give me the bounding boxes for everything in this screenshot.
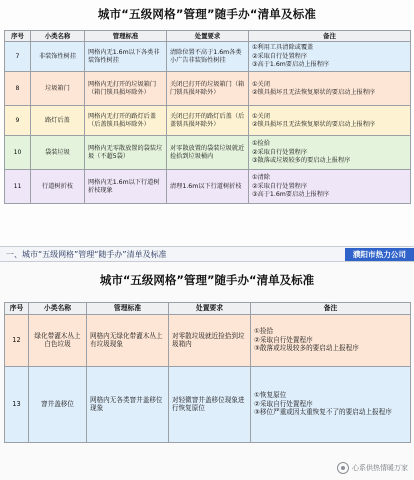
top-table xyxy=(4,30,411,204)
table-row xyxy=(5,42,411,72)
bottom-doc-title: 城市“五级网格”管理”随手办“清单及标准 xyxy=(99,273,315,287)
row-number: 10 xyxy=(5,136,31,170)
row-name: 垃圾箱门 xyxy=(31,72,85,106)
row-note: ①利用工具清除或覆盖 ②采取自行处置程序 ③高于1.6m要启动上报程序 xyxy=(249,42,411,72)
row-note: ①恢复原位 ②采取自行处置程序 ③移位严重或因太重恢复不了的要启动上报程序 xyxy=(251,366,411,442)
row-require: 清除位置不高于1.6m各类小广告非装饰性树挂 xyxy=(167,42,249,72)
section-divider xyxy=(0,246,414,262)
bottom-table-header-row xyxy=(5,303,411,315)
row-note: ①捡拾 ②采取自行处置程序 ③散落或垃圾较多的要启动上报程序 xyxy=(249,136,411,170)
row-name: 路灯后盖 xyxy=(31,106,85,136)
bottom-table-body xyxy=(5,314,411,442)
table-row xyxy=(5,366,411,442)
table-row xyxy=(5,72,411,106)
row-name: 非装饰性树挂 xyxy=(31,42,85,72)
watermark xyxy=(337,462,408,474)
header-no: 序号 xyxy=(5,303,29,315)
row-require: 关闭已打开的垃圾箱门（箱门锁具损坏除外） xyxy=(167,72,249,106)
row-number: 7 xyxy=(5,42,31,72)
row-standard: 网格内无打开的路灯后盖（后盖锁具损坏除外） xyxy=(85,106,167,136)
table-row xyxy=(5,314,411,366)
company-badge: 濮阳市热力公司 xyxy=(345,248,414,261)
header-note: 备注 xyxy=(249,31,411,42)
row-number: 11 xyxy=(5,170,31,204)
row-name: 绿化带灌木丛上白色垃圾 xyxy=(29,314,87,366)
row-require: 对零散垃圾就近捡拾到垃圾箱内 xyxy=(169,314,251,366)
header-require: 处置要求 xyxy=(169,303,251,315)
row-note: ①关闭 ②锁具损坏且无法恢复原状的要启动上报程序 xyxy=(249,72,411,106)
row-note: ①捡拾 ②采取自行处置程序 ③散落或垃圾较多的要启动上报程序 xyxy=(251,314,411,366)
row-require: 对轻微窨井盖移位现象进行恢复原位 xyxy=(169,366,251,442)
row-number: 12 xyxy=(5,314,29,366)
top-doc-title: 城市“五级网格”管理”随手办“清单及标准 xyxy=(97,7,317,21)
row-standard: 网格内无零散放置的袋装垃圾（不超5袋） xyxy=(85,136,167,170)
bottom-document xyxy=(0,262,414,480)
row-number: 9 xyxy=(5,106,31,136)
row-standard: 网格内无1.6m以下行道树折枝现象 xyxy=(85,170,167,204)
bottom-table xyxy=(4,302,411,443)
section-heading: 一、城市“五级网格”管理“随手办”清单及标准 xyxy=(6,250,167,259)
table-row xyxy=(5,136,411,170)
row-standard: 网格内无1.6m以下各类非装饰性树挂 xyxy=(85,42,167,72)
top-table-body xyxy=(5,42,411,204)
header-require: 处置要求 xyxy=(167,31,249,42)
watermark-text: 心系供热情暖万家 xyxy=(352,464,408,472)
table-row xyxy=(5,170,411,204)
header-no: 序号 xyxy=(5,31,31,42)
row-name: 袋装垃圾 xyxy=(31,136,85,170)
row-name: 行道树折枝 xyxy=(31,170,85,204)
header-standard: 管理标准 xyxy=(85,31,167,42)
row-note: ①清除 ②采取自行处置程序 ③高于1.6m要启动上报程序 xyxy=(249,170,411,204)
header-standard: 管理标准 xyxy=(87,303,169,315)
row-standard: 网格内无绿化带灌木丛上有垃圾现象 xyxy=(87,314,169,366)
table-row xyxy=(5,106,411,136)
wechat-icon xyxy=(337,462,349,474)
row-note: ①关闭 ②锁具损坏且无法恢复原状的要启动上报程序 xyxy=(249,106,411,136)
header-note: 备注 xyxy=(251,303,411,315)
row-require: 清理1.6m以下行道树折枝 xyxy=(167,170,249,204)
row-require: 关闭已打开的路灯后盖（后盖锁具损坏除外） xyxy=(167,106,249,136)
header-name: 小类名称 xyxy=(31,31,85,42)
row-require: 对零散放置的袋装垃圾就近捡拾到垃圾桶内 xyxy=(167,136,249,170)
row-number: 13 xyxy=(5,366,29,442)
header-name: 小类名称 xyxy=(29,303,87,315)
row-standard: 网格内无各类窨井盖移位现象 xyxy=(87,366,169,442)
row-number: 8 xyxy=(5,72,31,106)
row-name: 窨井盖移位 xyxy=(29,366,87,442)
top-table-header-row xyxy=(5,31,411,42)
row-standard: 网格内无打开的垃圾箱门（箱门锁具损坏除外） xyxy=(85,72,167,106)
